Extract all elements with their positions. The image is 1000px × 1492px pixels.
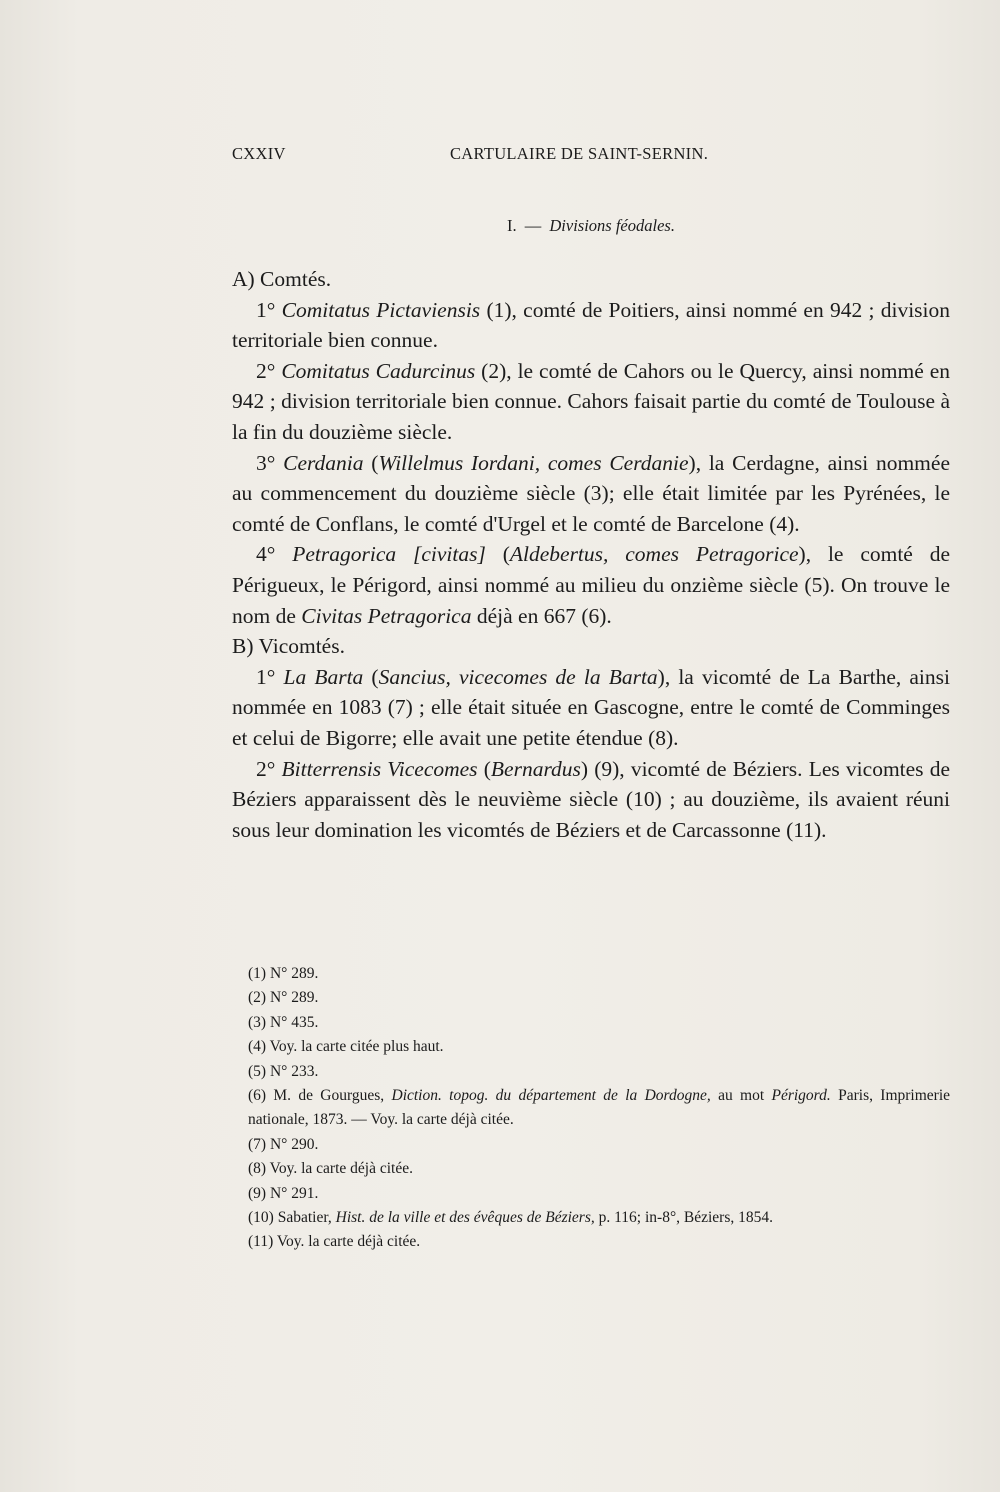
footnote: (3) N° 435. <box>248 1013 319 1031</box>
paren-open: ( <box>371 450 379 475</box>
footnote: (9) N° 291. <box>248 1184 319 1202</box>
footnote: (4) Voy. la carte citée plus haut. <box>248 1038 444 1056</box>
paren-open: ( <box>483 756 491 781</box>
paragraph-text: (1), comté de Poitiers, ainsi nommé en 942 ; division territoriale bien connue. <box>232 297 951 353</box>
paren-open: ( <box>371 664 379 689</box>
paragraph-text: déjà en 667 (6). <box>476 603 612 628</box>
latin-term: La Barta <box>283 664 364 689</box>
latin-term: Aldebertus, comes Petragorice <box>509 542 799 567</box>
footnote-text: p. 116; in-8°, Béziers, 1854. <box>598 1209 773 1227</box>
paragraph-cerdagne <box>232 448 950 540</box>
paragraph-beziers <box>232 754 950 846</box>
page-header <box>232 144 950 168</box>
latin-term: Willelmus Iordani, comes Cerdanie <box>378 450 689 475</box>
section-heading <box>232 216 950 236</box>
latin-term: Bernardus <box>490 756 581 781</box>
footnote-text: (6) M. de Gourgues, <box>248 1087 385 1105</box>
latin-bracket: [civitas] <box>412 542 486 567</box>
footnote: (7) N° 290. <box>248 1135 319 1153</box>
page-number: CXXIV <box>232 144 286 163</box>
paragraph-text: ), le comté de Périgueux, le Périgord, ainsi nommé au milieu du onzième siècle (5). On trouve le nom de <box>232 542 950 628</box>
latin-term: Comitatus Cadurcinus <box>281 358 476 383</box>
footnote: (11) Voy. la carte déjà citée. <box>248 1233 421 1251</box>
subheading-vicomtes: B) Vicomtés. <box>232 634 345 659</box>
paragraph-cahors <box>232 356 950 448</box>
footnote-text: Paris, Imprimerie nationale, 1873. — Voy. la carte déjà citée. <box>248 1087 951 1129</box>
footnote-text: au mot <box>718 1087 765 1105</box>
paragraph-text: ), la Cerdagne, ainsi nommée au commencement du douzième siècle (3); elle était limitée par les Pyrénées, le comté de Conflans, le comté d'Urgel et le comté de Barcelone (4). <box>232 450 950 536</box>
footnote: (8) Voy. la carte déjà citée. <box>248 1160 413 1178</box>
latin-term: Sancius, vicecomes de la Barta <box>378 664 658 689</box>
footnotes <box>232 962 950 1255</box>
item-number: 1° <box>256 664 276 689</box>
latin-term: Petragorica <box>292 542 397 567</box>
paragraph-text: (2), le comté de Cahors ou le Quercy, ainsi nommé en 942 ; division territoriale bien connue. Cahors faisait partie du comté de Toulouse à la fin du douzième siècle. <box>232 358 951 444</box>
section-dash: — <box>524 216 542 235</box>
paren-open: ( <box>502 542 510 567</box>
footnote <box>232 1084 950 1133</box>
latin-term: Civitas Petragorica <box>301 603 472 628</box>
item-number: 3° <box>256 450 276 475</box>
footnote-title: Périgord. <box>771 1087 831 1105</box>
running-title: CARTULAIRE DE SAINT-SERNIN. <box>450 144 709 163</box>
footnote-title: Hist. de la ville et des évêques de Béziers, <box>335 1209 595 1227</box>
subheading-comtes: A) Comtés. <box>232 267 332 291</box>
item-number: 2° <box>256 756 276 781</box>
item-number: 2° <box>256 358 276 383</box>
paragraph-la-barthe <box>232 662 950 754</box>
paragraph-perigord <box>232 539 950 631</box>
footnote: (5) N° 233. <box>248 1062 319 1080</box>
section-number: I. <box>507 216 517 235</box>
footnote <box>232 1206 950 1230</box>
section-title: Divisions féodales. <box>549 216 675 235</box>
latin-term: Cerdania <box>283 450 364 475</box>
latin-term: Comitatus Pictaviensis <box>281 297 481 322</box>
paragraph-text: ) (9), vicomté de Béziers. Les vicomtes de Béziers apparaissent dès le neuvième siècle (10) ; au douzième, ils avaient réuni sous leur domination les vicomtés de Béziers et de Carcassonne (11). <box>232 756 951 842</box>
item-number: 1° <box>256 297 276 322</box>
paragraph-text: ), la vicomté de La Barthe, ainsi nommée en 1083 (7) ; elle était située en Gascogne, entre le comté de Comminges et celui de Bigorre; elle avait une petite étendue (8). <box>232 664 950 750</box>
paragraph-poitiers <box>232 295 950 356</box>
latin-term: Bitterrensis Vicecomes <box>281 756 478 781</box>
footnote-text: (10) Sabatier, <box>248 1209 332 1227</box>
body-text <box>232 264 950 845</box>
footnote: (2) N° 289. <box>248 989 319 1007</box>
item-number: 4° <box>256 542 276 567</box>
footnote: (1) N° 289. <box>248 965 319 982</box>
footnote-title: Diction. topog. du département de la Dordogne, <box>391 1087 711 1105</box>
